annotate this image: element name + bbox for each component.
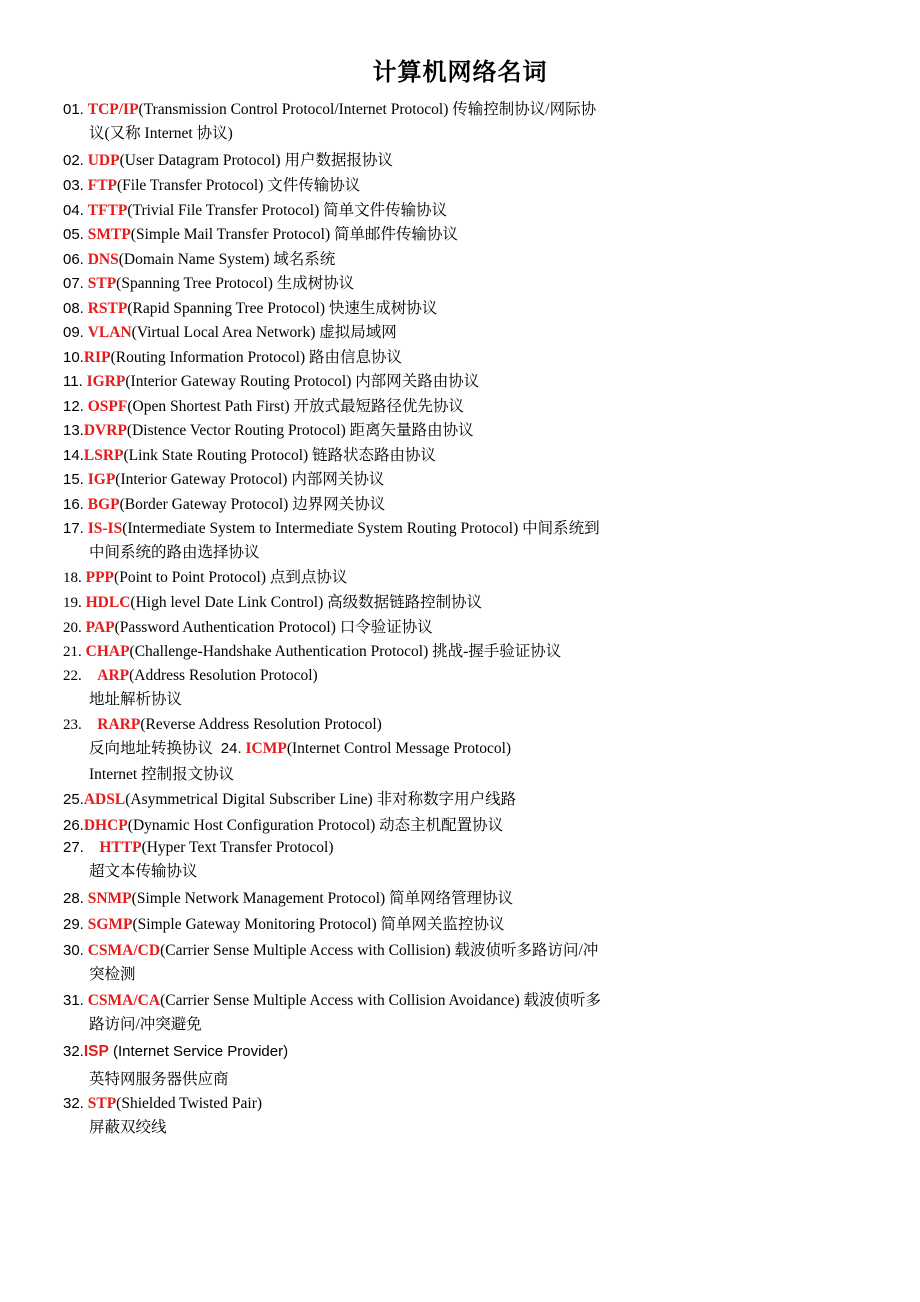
item-number: 07. — [63, 275, 84, 292]
item-abbreviation: PAP — [85, 619, 115, 636]
item-abbreviation: LSRP — [83, 447, 124, 464]
item-description: (Simple Network Management Protocol) 简单网络管理协议 — [131, 890, 514, 907]
item-description: (Carrier Sense Multiple Access with Collision Avoidance) 载波侦听多 — [160, 992, 602, 1009]
item-number: 20. — [63, 620, 82, 636]
item-abbreviation: CHAP — [85, 643, 130, 660]
item-description: (Interior Gateway Routing Protocol) 内部网关路由协议 — [125, 373, 480, 390]
list-item — [63, 664, 663, 712]
item-number: 24. — [220, 740, 242, 757]
item-abbreviation: ARP — [97, 667, 130, 684]
list-item — [63, 346, 663, 370]
item-description: (Open Shortest Path First) 开放式最短路径优先协议 — [127, 398, 465, 415]
item-continuation: Internet 控制报文协议 — [89, 766, 235, 783]
item-number: 23. — [63, 717, 82, 733]
item-description: (Password Authentication Protocol) 口令验证协议 — [114, 619, 433, 636]
item-abbreviation: FTP — [87, 177, 118, 194]
item-description: (Intermediate System to Intermediate System Routing Protocol) 中间系统到 — [122, 520, 600, 537]
list-item — [63, 468, 663, 492]
item-description: (Trivial File Transfer Protocol) 简单文件传输协议 — [127, 202, 448, 219]
item-number: 01. — [63, 101, 84, 118]
item-abbreviation: CSMA/CA — [87, 992, 161, 1009]
item-number: 26. — [63, 817, 84, 834]
list-item — [63, 223, 663, 247]
item-abbreviation: HTTP — [99, 839, 142, 856]
item-number: 30. — [63, 942, 84, 959]
item-description: (Transmission Control Protocol/Internet Protocol) 传输控制协议/网际协 — [138, 101, 597, 118]
item-number: 14. — [63, 447, 84, 464]
list-item — [63, 1040, 663, 1092]
item-abbreviation: OSPF — [87, 398, 128, 415]
item-description: (Spanning Tree Protocol) 生成树协议 — [116, 275, 355, 292]
list-item — [63, 1092, 663, 1140]
list-item — [63, 199, 663, 223]
item-abbreviation: ISP — [83, 1043, 109, 1060]
item-abbreviation: UDP — [87, 152, 120, 169]
item-number: 22. — [63, 668, 82, 684]
item-abbreviation: DNS — [87, 251, 119, 268]
item-abbreviation: RARP — [97, 716, 141, 733]
item-description: (Border Gateway Protocol) 边界网关协议 — [119, 496, 386, 513]
item-number: 21. — [63, 644, 82, 660]
item-number: 32. — [63, 1043, 84, 1060]
item-continuation: 屏蔽双绞线 — [89, 1119, 167, 1136]
item-description: (Dynamic Host Configuration Protocol) 动态主机配置协议 — [127, 817, 504, 834]
list-item — [63, 517, 663, 565]
list-item — [63, 566, 663, 590]
list-item — [63, 370, 663, 394]
item-number: 13. — [63, 422, 84, 439]
item-abbreviation: BGP — [87, 496, 120, 513]
item-description: (Routing Information Protocol) 路由信息协议 — [110, 349, 403, 366]
item-number: 31. — [63, 992, 84, 1009]
item-description: (High level Date Link Control) 高级数据链路控制协议 — [130, 594, 483, 611]
item-number: 10. — [63, 349, 84, 366]
item-continuation-text: 反向地址转换协议 — [89, 740, 214, 757]
item-number: 09. — [63, 324, 84, 341]
list-item — [63, 713, 663, 787]
item-abbreviation: SNMP — [87, 890, 132, 907]
item-abbreviation: VLAN — [87, 324, 132, 341]
item-description: (Address Resolution Protocol) — [129, 667, 318, 684]
item-description: (Simple Gateway Monitoring Protocol) 简单网关监控协议 — [132, 916, 505, 933]
item-abbreviation: RIP — [83, 349, 111, 366]
item-abbreviation: SMTP — [87, 226, 131, 243]
list-item — [63, 591, 663, 615]
item-continuation: 地址解析协议 — [89, 691, 183, 708]
item-description: (User Datagram Protocol) 用户数据报协议 — [119, 152, 393, 169]
item-number: 11. — [63, 373, 83, 390]
item-description: (Simple Mail Transfer Protocol) 简单邮件传输协议 — [130, 226, 459, 243]
item-number: 05. — [63, 226, 84, 243]
item-continuation: 英特网服务器供应商 — [89, 1071, 229, 1088]
item-number: 29. — [63, 916, 84, 933]
item-number: 27. — [63, 839, 84, 856]
item-abbreviation: IGRP — [86, 373, 126, 390]
item-number: 16. — [63, 496, 84, 513]
list-item — [63, 321, 663, 345]
item-number: 03. — [63, 177, 84, 194]
item-continuation: 议(又称 Internet 协议) — [89, 125, 233, 142]
item-abbreviation: SGMP — [87, 916, 133, 933]
item-continuation: 路访问/冲突避免 — [89, 1016, 202, 1033]
item-number: 28. — [63, 890, 84, 907]
item-description: (Virtual Local Area Network) 虚拟局域网 — [131, 324, 397, 341]
item-description: (Carrier Sense Multiple Access with Collision) 载波侦听多路访问/冲 — [160, 942, 599, 959]
item-description: (Shielded Twisted Pair) — [116, 1095, 263, 1112]
item-description: (Rapid Spanning Tree Protocol) 快速生成树协议 — [127, 300, 438, 317]
list-item — [63, 297, 663, 321]
item-abbreviation: IS-IS — [87, 520, 123, 537]
page-title: 计算机网络名词 — [372, 58, 548, 86]
item-number: 06. — [63, 251, 84, 268]
item-description: (Distence Vector Routing Protocol) 距离矢量路由协议 — [126, 422, 474, 439]
item-description: (Point to Point Protocol) 点到点协议 — [114, 569, 348, 586]
item-abbreviation: ICMP — [245, 740, 287, 757]
item-description: (Link State Routing Protocol) 链路状态路由协议 — [123, 447, 437, 464]
item-description: (Internet Service Provider) — [108, 1043, 289, 1060]
item-abbreviation: HDLC — [85, 594, 131, 611]
item-number: 18. — [63, 570, 82, 586]
list-item — [63, 814, 663, 838]
item-description: (File Transfer Protocol) 文件传输协议 — [117, 177, 361, 194]
list-item — [63, 887, 663, 911]
item-number: 15. — [63, 471, 84, 488]
item-number: 25. — [63, 791, 84, 808]
list-item — [63, 248, 663, 272]
list-item — [63, 939, 663, 987]
list-item — [63, 419, 663, 443]
item-number: 32. — [63, 1095, 84, 1112]
item-abbreviation: CSMA/CD — [87, 942, 161, 959]
list-item — [63, 836, 663, 884]
item-description: (Reverse Address Resolution Protocol) — [140, 716, 382, 733]
item-abbreviation: DHCP — [83, 817, 128, 834]
list-item — [63, 444, 663, 468]
item-continuation: 中间系统的路由选择协议 — [89, 544, 260, 561]
item-abbreviation: STP — [87, 1095, 117, 1112]
item-number: 17. — [63, 520, 84, 537]
item-description: (Interior Gateway Protocol) 内部网关协议 — [115, 471, 385, 488]
item-description: (Internet Control Message Protocol) — [286, 740, 512, 757]
item-abbreviation: TFTP — [87, 202, 128, 219]
item-abbreviation: IGP — [87, 471, 116, 488]
item-number: 08. — [63, 300, 84, 317]
item-abbreviation: STP — [87, 275, 117, 292]
list-item — [63, 272, 663, 296]
list-item — [63, 616, 663, 640]
list-item — [63, 989, 663, 1037]
item-description: (Asymmetrical Digital Subscriber Line) 非对称数字用户线路 — [125, 791, 517, 808]
item-number: 12. — [63, 398, 84, 415]
item-continuation — [63, 737, 663, 761]
item-number: 04. — [63, 202, 84, 219]
item-abbreviation: DVRP — [83, 422, 127, 439]
item-abbreviation: PPP — [85, 569, 115, 586]
list-item — [63, 913, 663, 937]
list-item — [63, 640, 663, 664]
item-description: (Challenge-Handshake Authentication Protocol) 挑战-握手验证协议 — [129, 643, 562, 660]
item-abbreviation: RSTP — [87, 300, 128, 317]
item-continuation: 超文本传输协议 — [89, 863, 198, 880]
list-item — [63, 149, 663, 173]
item-description: (Hyper Text Transfer Protocol) — [141, 839, 334, 856]
item-continuation: 突检测 — [89, 966, 136, 983]
list-item — [63, 493, 663, 517]
item-number: 19. — [63, 595, 82, 611]
item-number: 02. — [63, 152, 84, 169]
list-item — [63, 98, 663, 146]
item-abbreviation: TCP/IP — [87, 101, 139, 118]
list-item — [63, 788, 663, 812]
list-item — [63, 395, 663, 419]
item-description: (Domain Name System) 域名系统 — [118, 251, 336, 268]
item-abbreviation: ADSL — [83, 791, 126, 808]
list-item — [63, 174, 663, 198]
